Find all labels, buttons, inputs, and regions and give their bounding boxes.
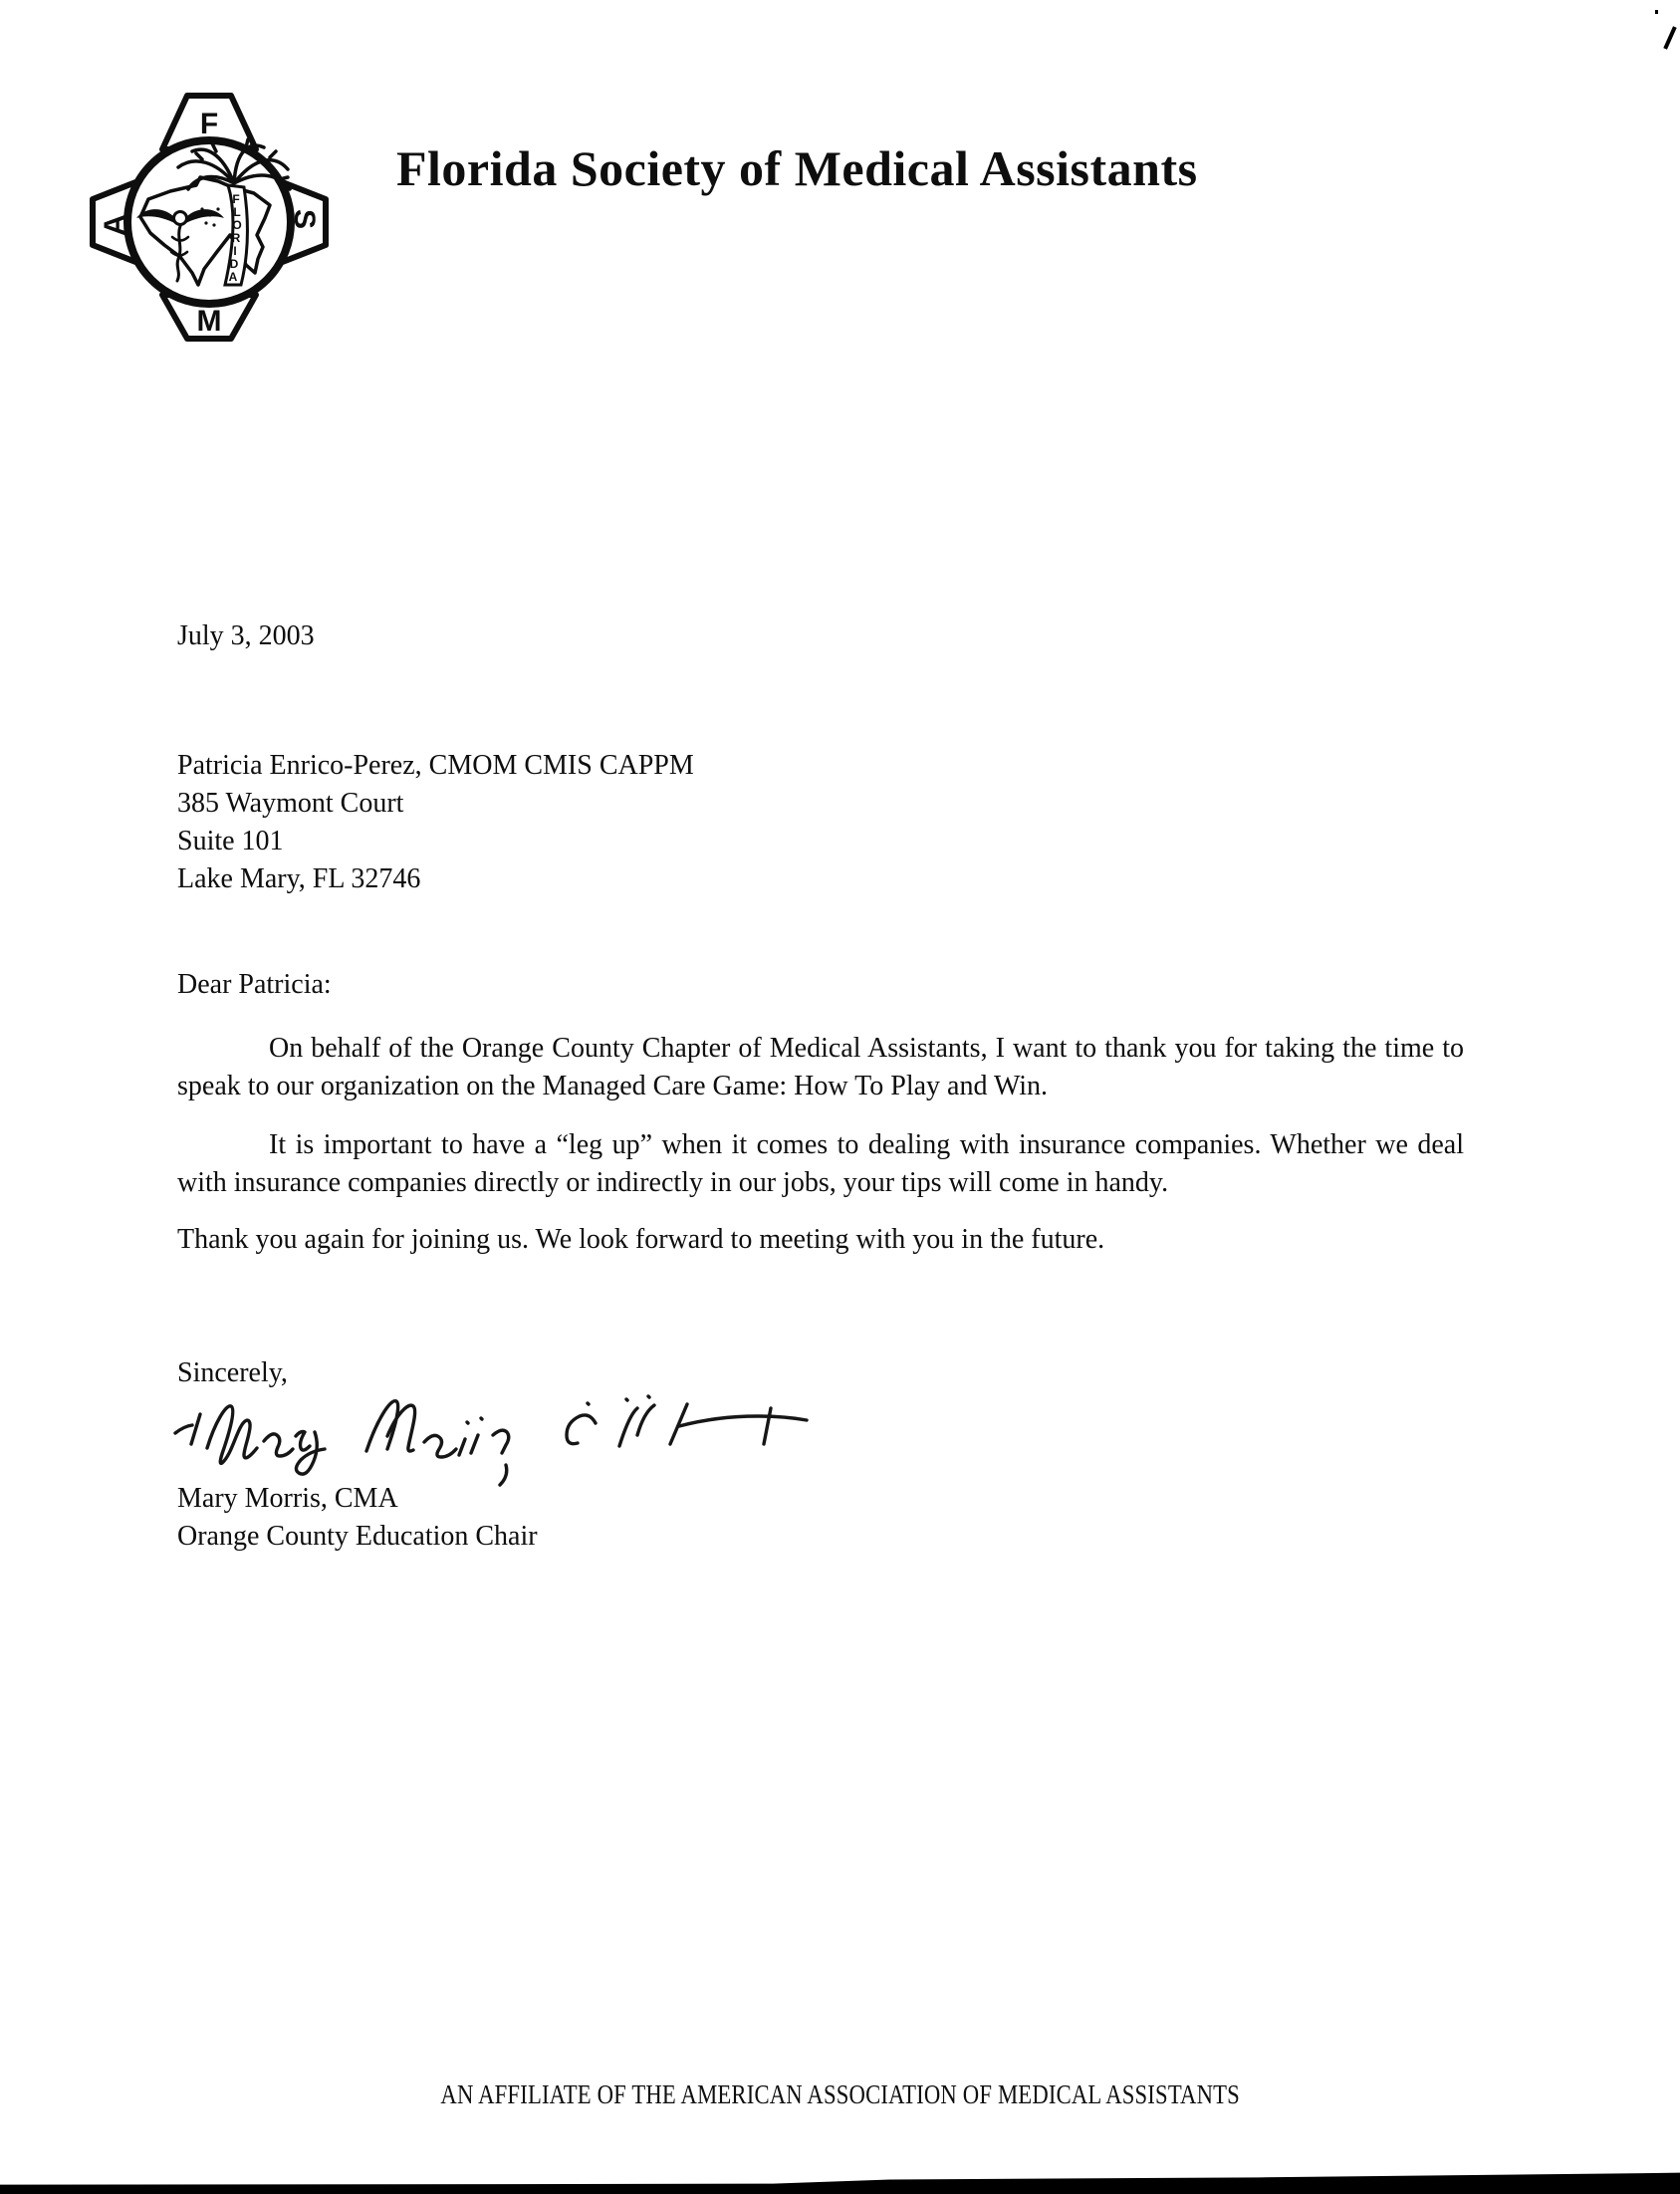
body-paragraph-2: It is important to have a “leg up” when it comes to dealing with insurance companies. Whether we deal with insurance companies directly or indirectly in our jobs, your tips will come in handy. [177, 1129, 1464, 1198]
logo-letter-a: A [99, 214, 131, 236]
svg-text:F: F [232, 192, 240, 206]
letterhead-title: Florida Society of Medical Assistants [396, 140, 1198, 196]
logo-letter-f: F [199, 108, 219, 140]
svg-text:A: A [228, 270, 238, 284]
svg-text:I: I [233, 244, 237, 258]
body-paragraph-1: On behalf of the Orange County Chapter of Medical Assistants, I want to thank you for taking the time to speak to our organization on the Managed Care Game: How To Play and Win. [177, 1033, 1464, 1101]
svg-text:R: R [231, 231, 241, 245]
letter-date: July 3, 2003 [177, 620, 315, 651]
svg-text:L: L [233, 205, 241, 219]
scan-edge-bar [0, 2168, 1680, 2194]
svg-text:D: D [229, 257, 239, 271]
body-paragraph-3: Thank you again for joining us. We look forward to meeting with you in the future. [177, 1224, 1105, 1255]
signer-title: Orange County Education Chair [177, 1521, 538, 1552]
svg-text:O: O [232, 218, 242, 232]
recipient-suite: Suite 101 [177, 826, 284, 856]
recipient-name: Patricia Enrico-Perez, CMOM CMIS CAPPM [177, 750, 694, 781]
logo-letter-m: M [196, 305, 222, 338]
recipient-street: 385 Waymont Court [177, 788, 404, 819]
signer-name: Mary Morris, CMA [177, 1483, 398, 1514]
scan-artifact-dot [1655, 10, 1658, 14]
fsma-logo [85, 88, 334, 347]
footer-affiliation: AN AFFILIATE OF THE AMERICAN ASSOCIATION OF MEDICAL ASSISTANTS [440, 2079, 1240, 2109]
salutation: Dear Patricia: [177, 969, 332, 1000]
recipient-city: Lake Mary, FL 32746 [177, 863, 421, 894]
fsma-logo-emblem [85, 88, 334, 347]
logo-letter-s: S [288, 208, 321, 230]
recipient-address [177, 747, 694, 898]
scan-artifact-corner [1663, 26, 1676, 50]
closing: Sincerely, [177, 1357, 288, 1388]
